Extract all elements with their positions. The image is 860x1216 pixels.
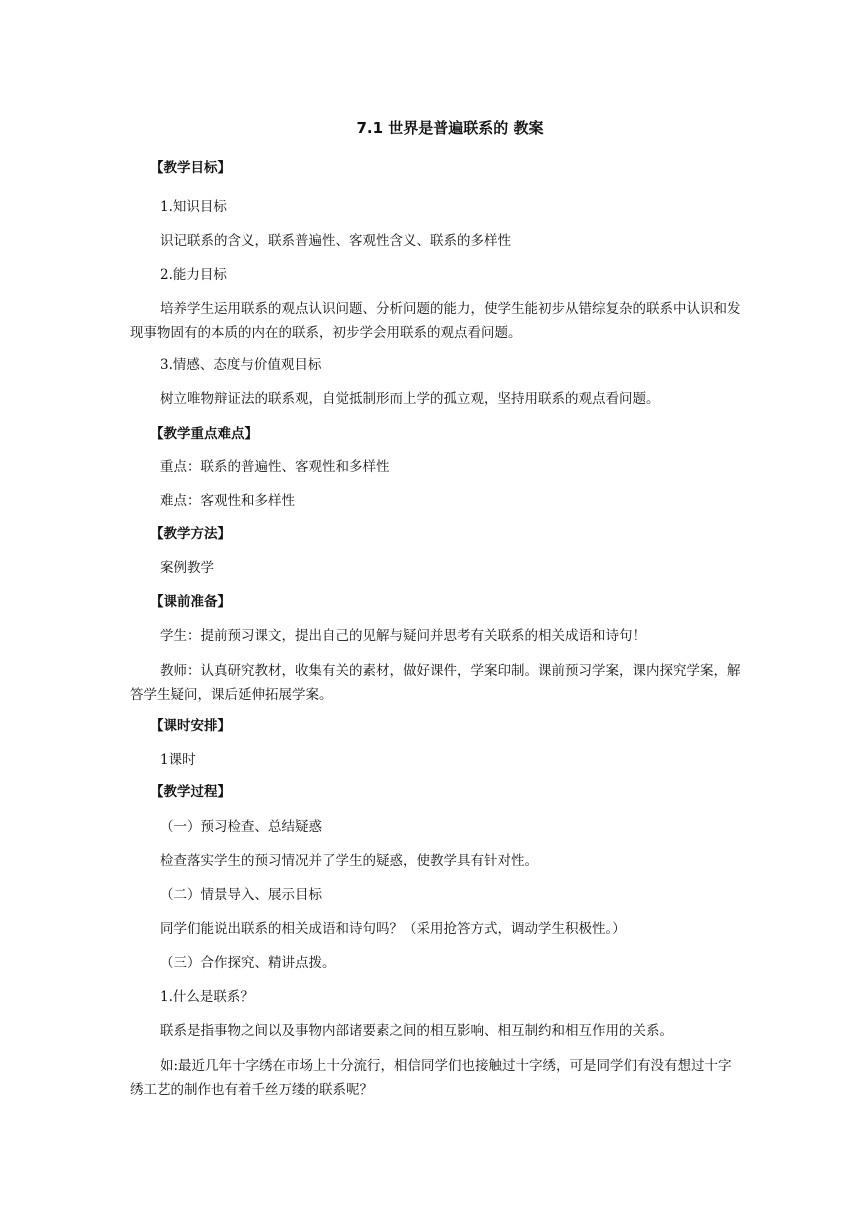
goal3-label: 3.情感、态度与价值观目标 <box>160 357 322 373</box>
step3-title: （三）合作探究、精讲点拨。 <box>160 955 336 971</box>
prep-heading: 【课前准备】 <box>150 594 231 610</box>
schedule-heading: 【课时安排】 <box>150 718 231 734</box>
key-heading: 【教学重点难点】 <box>150 426 258 442</box>
method-heading: 【教学方法】 <box>150 526 231 542</box>
method-text: 案例教学 <box>160 560 214 576</box>
key-point: 重点：联系的普遍性、客观性和多样性 <box>160 459 390 475</box>
step2-text: 同学们能说出联系的相关成语和诗句吗？（采用抢答方式，调动学生积极性。） <box>160 921 626 937</box>
prep-teacher: 教师：认真研究教材，收集有关的素材，做好课件，学案印制。课前预习学案，课内探究学案，解答学生疑问，课后延伸拓展学案。 <box>130 663 741 703</box>
goal1-text: 识记联系的含义，联系普遍性、客观性含义、联系的多样性 <box>160 233 511 249</box>
difficult-point: 难点：客观性和多样性 <box>160 493 295 509</box>
schedule-text: 1课时 <box>160 752 196 768</box>
question1: 1.什么是联系？ <box>160 989 254 1005</box>
question1-text: 联系是指事物之间以及事物内部诸要素之间的相互影响、相互制约和相互作用的关系。 <box>160 1023 673 1039</box>
process-heading: 【教学过程】 <box>150 784 231 800</box>
example-text: 如:最近几年十字绣在市场上十分流行，相信同学们也接触过十字绣，可是同学们有没有想过十字绣工艺的制作也有着千丝万缕的联系呢？ <box>130 1058 732 1098</box>
goals-heading: 【教学目标】 <box>150 160 231 176</box>
step1-text: 检查落实学生的预习情况并了学生的疑惑，使教学具有针对性。 <box>160 853 538 869</box>
step1-title: （一）预习检查、总结疑惑 <box>160 819 322 835</box>
step2-title: （二）情景导入、展示目标 <box>160 887 322 903</box>
goal1-label: 1.知识目标 <box>160 199 227 215</box>
goal3-text: 树立唯物辩证法的联系观，自觉抵制形而上学的孤立观，坚持用联系的观点看问题。 <box>160 391 660 407</box>
goal2-text: 培养学生运用联系的观点认识问题、分析问题的能力，使学生能初步从错综复杂的联系中认识和发现事物固有的本质的内在的联系，初步学会用联系的观点看问题。 <box>130 301 741 341</box>
prep-student: 学生：提前预习课文，提出自己的见解与疑问并思考有关联系的相关成语和诗句！ <box>160 628 646 644</box>
document-title: 7.1 世界是普遍联系的 教案 <box>356 119 544 137</box>
goal2-label: 2.能力目标 <box>160 267 227 283</box>
